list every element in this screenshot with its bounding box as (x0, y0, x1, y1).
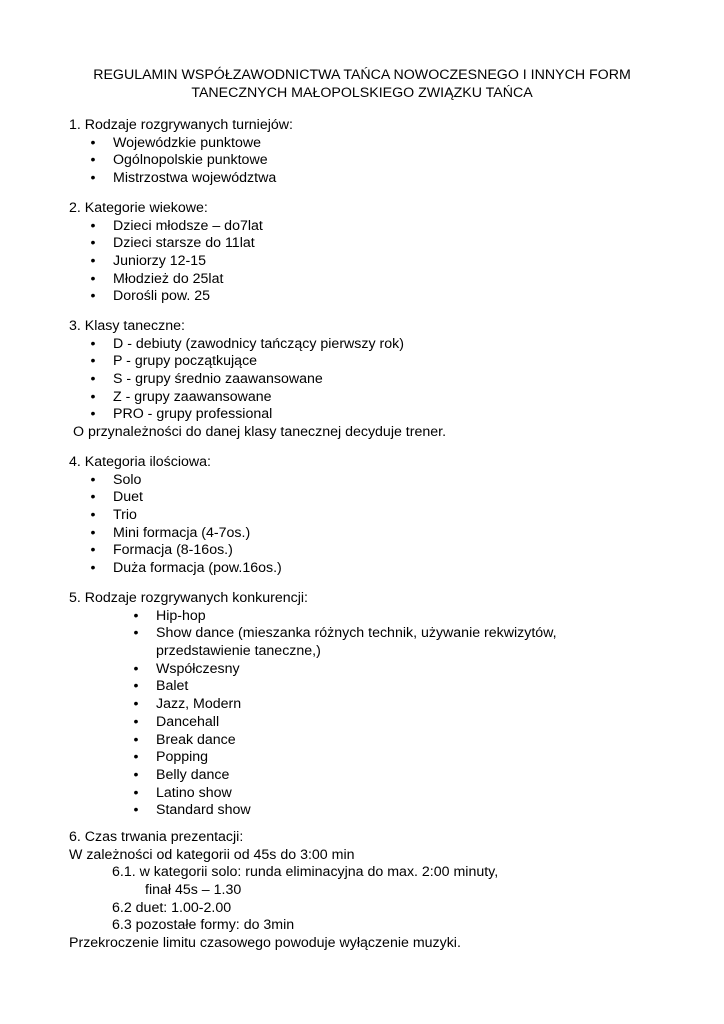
bullet-icon: • (90, 471, 96, 488)
bullet-icon: • (90, 235, 96, 252)
list-item: • Duża formacja (pow.16os.) (0, 560, 724, 578)
bullet-icon: • (90, 353, 96, 370)
bullet-icon: • (133, 625, 139, 642)
bullet-icon: • (133, 660, 139, 677)
list-item: • Juniorzy 12-15 (0, 253, 724, 271)
list-item: • Dzieci młodsze – do7lat (0, 218, 724, 236)
section-age-categories (0, 200, 724, 306)
bullet-icon: • (90, 335, 96, 352)
list-item: • Współczesny (0, 661, 724, 679)
list-item: • Latino show (0, 785, 724, 803)
bullet-icon: • (90, 489, 96, 506)
list-item: • Popping (0, 749, 724, 767)
bullet-icon: • (90, 542, 96, 559)
section-heading: 5. Rodzaje rozgrywanych konkurencji: (69, 590, 308, 606)
list-item: • Break dance (0, 732, 724, 750)
bullet-icon: • (133, 696, 139, 713)
class-note: O przynależności do danej klasy tanecznej decyduje trener. (73, 424, 447, 441)
bullet-icon: • (90, 134, 96, 151)
bullet-icon: • (133, 784, 139, 801)
list-item: • Formacja (8-16os.) (0, 542, 724, 560)
list-item: • Belly dance (0, 767, 724, 785)
bullet-icon: • (90, 371, 96, 388)
list-item: • Wojewódzkie punktowe (0, 135, 724, 153)
title-line-1: REGULAMIN WSPÓŁZAWODNICTWA TAŃCA NOWOCZESNEGO I INNYCH FORM (93, 67, 631, 83)
bullet-icon: • (90, 170, 96, 187)
list-item-continuation: przedstawienie taneczne,) (156, 643, 321, 660)
subsection-solo: 6.1. w kategorii solo: runda eliminacyjna do max. 2:00 minuty, (112, 864, 499, 881)
section-heading: 2. Kategorie wiekowe: (69, 200, 208, 216)
bullet-icon: • (90, 507, 96, 524)
section-heading: 4. Kategoria ilościowa: (69, 454, 211, 470)
time-limit-note: Przekroczenie limitu czasowego powoduje wyłączenie muzyki. (69, 935, 461, 952)
bullet-icon: • (133, 749, 139, 766)
list-item: • Show dance (mieszanka różnych technik, używanie rekwizytów, (0, 625, 724, 643)
bullet-icon: • (133, 766, 139, 783)
section-heading: 1. Rodzaje rozgrywanych turniejów: (69, 117, 293, 133)
subsection-solo-final: finał 45s – 1.30 (145, 882, 242, 899)
list-item: • Dorośli pow. 25 (0, 288, 724, 306)
list-item: • Ogólnopolskie punktowe (0, 152, 724, 170)
list-item: • Mistrzostwa województwa (0, 170, 724, 188)
list-item: • Mini formacja (4-7os.) (0, 525, 724, 543)
bullet-icon: • (90, 253, 96, 270)
time-range-text: W zależności od kategorii od 45s do 3:00 min (69, 846, 355, 863)
list-item: • Młodzież do 25lat (0, 271, 724, 289)
bullet-icon: • (90, 388, 96, 405)
bullet-icon: • (90, 524, 96, 541)
bullet-icon: • (90, 288, 96, 305)
list-item: • Balet (0, 678, 724, 696)
list-item: • P - grupy początkujące (0, 353, 724, 371)
list-item: • Hip-hop (0, 608, 724, 626)
section-tournament-types (0, 117, 724, 188)
section-quantity-categories (0, 454, 724, 578)
bullet-icon: • (90, 270, 96, 287)
list-item: • D - debiuty (zawodnicy tańczący pierwszy rok) (0, 336, 724, 354)
bullet-icon: • (90, 560, 96, 577)
section-dance-classes (0, 318, 724, 442)
list-item: • Trio (0, 507, 724, 525)
section-competitions (0, 590, 724, 820)
section-heading: 3. Klasy taneczne: (69, 318, 185, 334)
subsection-other: 6.3 pozostałe formy: do 3min (112, 917, 295, 934)
bullet-icon: • (90, 152, 96, 169)
list-item: • Standard show (0, 802, 724, 820)
bullet-icon: • (133, 731, 139, 748)
bullet-icon: • (133, 713, 139, 730)
list-item: • PRO - grupy professional (0, 406, 724, 424)
subsection-duet: 6.2 duet: 1.00-2.00 (112, 899, 232, 916)
title-line-2: TANECZNYCH MAŁOPOLSKIEGO ZWIĄZKU TAŃCA (191, 85, 533, 101)
document-title (40, 66, 684, 102)
list-item: • Z - grupy zaawansowane (0, 389, 724, 407)
bullet-icon: • (90, 217, 96, 234)
section-presentation-time (0, 829, 724, 953)
bullet-icon: • (90, 406, 96, 423)
list-item: • Duet (0, 489, 724, 507)
bullet-icon: • (133, 802, 139, 819)
section-heading: 6. Czas trwania prezentacji: (69, 829, 244, 845)
list-item: • Dzieci starsze do 11lat (0, 235, 724, 253)
list-item: • Dancehall (0, 714, 724, 732)
bullet-icon: • (133, 678, 139, 695)
list-item: • Jazz, Modern (0, 696, 724, 714)
list-item: • Solo (0, 472, 724, 490)
bullet-icon: • (133, 607, 139, 624)
list-item: • S - grupy średnio zaawansowane (0, 371, 724, 389)
